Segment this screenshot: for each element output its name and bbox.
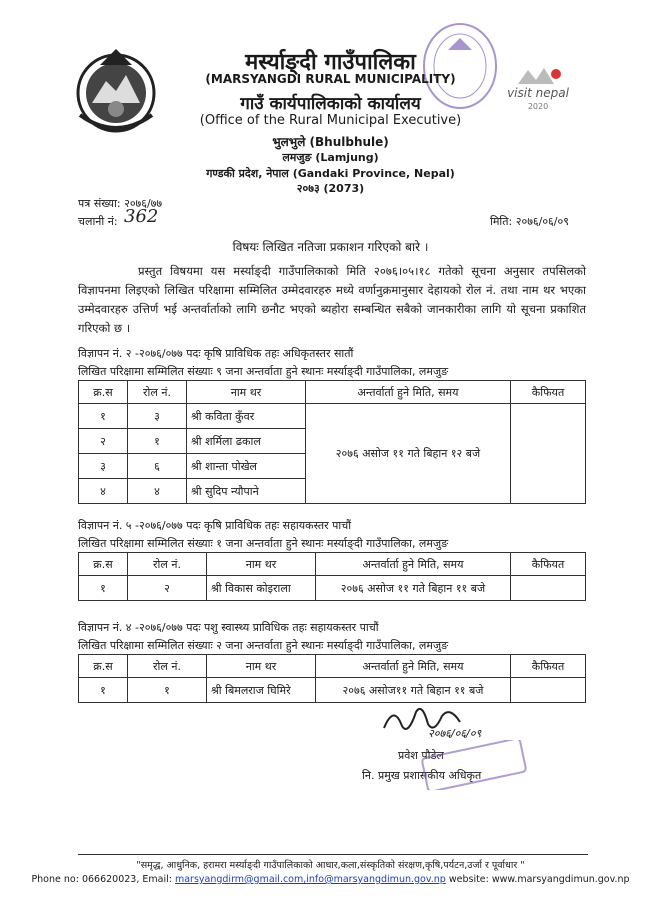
footer-slogan: "समृद्ध, आधुनिक, हरामरा मर्स्याङ्दी गाउँपालिकाको आधार,कला,संस्कृतिको संरक्षण,कृषि,पर्यटन,उर्जा र पूर्वाधार " [136,860,525,871]
table-row [79,678,586,703]
cell-sn: ३ [79,454,128,479]
section-1-subheader: लिखित परिक्षामा सम्मिलित संख्याः ९ जना अन्तर्वाता हुने स्थानः मर्स्याङ्दी गाउँपालिका, लमजुङ [78,365,449,378]
col-sn: क्र.स [79,655,128,678]
cell-roll: १ [128,429,187,454]
cell-roll: १ [128,678,207,703]
cell-roll: ४ [128,479,187,504]
col-remarks: कैफियत [511,655,586,678]
cell-sn: १ [79,678,128,703]
section-2-subheader: लिखित परिक्षामा सम्मिलित संख्याः १ जना अन्तर्वाता हुने स्थानः मर्स्याङ्दी गाउँपालिका, लमजुङ [78,537,449,550]
cell-remarks [511,678,586,703]
footer-website-link[interactable]: www.marsyangdimun.gov.np [491,874,630,885]
cell-name: श्री कविता कुँवर [187,404,306,429]
col-interview: अन्तर्वार्ता हुने मिति, समय [316,553,511,576]
cell-name: श्री शर्मिला ढकाल [187,429,306,454]
cell-name: श्री सुदिप न्यौपाने [187,479,306,504]
visit-nepal-year: 2020 [527,102,549,111]
footer-emails-link[interactable]: marsyangdirm@gmail.com,info@marsyangdimun.gov.np [174,874,446,885]
col-name: नाम थर [187,381,306,404]
col-remarks: कैफियत [511,381,586,404]
cell-remarks [511,404,586,504]
section-2-header: विज्ञापन नं. ५ -२०७६/०७७ पदः कृषि प्राविधिक तहः सहायकस्तर पाचौं [78,519,352,532]
cell-name: श्री बिमलराज घिमिरे [207,678,316,703]
cell-interview: २०७६ असोज ११ गते बिहान ११ बजे [316,576,511,601]
footer-phone: Phone no: 066620023, Email: [31,874,172,885]
municipality-name-en: (MARSYANGDI RURAL MUNICIPALITY) [205,72,456,86]
footer-website-label: website: [448,874,489,885]
table-header-row [79,381,586,404]
section-3-subheader: लिखित परिक्षामा सम्मिलित संख्याः २ जना अन्तर्वाता हुने स्थानः मर्स्याङ्दी गाउँपालिका, लमजुङ [78,639,449,652]
visit-nepal-text: visit nepal [507,86,569,100]
cell-sn: ४ [79,479,128,504]
section-2-table [78,552,586,601]
municipality-name-np: मर्स्याङ्दी गाउँपालिका [245,50,416,75]
col-roll: रोल नं. [128,655,207,678]
col-name: नाम थर [207,553,316,576]
cell-roll: ६ [128,454,187,479]
cell-roll: २ [128,576,207,601]
body-paragraph: प्रस्तुत विषयमा यस मर्स्याङ्दी गाउँपालिकाको मिति २०७६।०५।१८ गतेको सूचना अनुसार तपसिलको विज्ञापनमा लिइएको लिखित परिक्षामा सम्मिलित उम्मेदवारहरु मध्ये वर्णानुक्रमानुसार देहायको रोल नं. तथा नाम थर भएका उम्मेदवारहरु उत्तिर्ण भई अन्तर्वार्ताको लागि छनौट भएको ब्यहोरा सम्बन्धित सबैको जानकारीका लागि यो सूचना प्रकाशित गरिएको छ । [78,264,586,335]
signature-stamp-icon [420,740,530,790]
footer-divider [78,854,588,855]
subject-line: विषयः लिखित नतिजा प्रकाशन गरिएको बारे । [232,240,429,254]
table-header-row [79,655,586,678]
col-roll: रोल नं. [128,553,207,576]
signatory-name: प्रवेश पौडेल [398,749,444,762]
letter-date: मिति: २०७६/०६/०९ [490,215,569,228]
col-remarks: कैफियत [511,553,586,576]
district-name: लमजुङ (Lamjung) [282,151,379,164]
patra-sankhya: पत्र संख्या: २०७६/७७ [78,197,163,210]
footer-contact [0,874,661,885]
cell-remarks [511,576,586,601]
signatory-title: नि. प्रमुख प्रशासकीय अधिकृत [362,769,482,782]
office-name-en: (Office of the Rural Municipal Executive) [199,113,462,128]
cell-sn: २ [79,429,128,454]
place-name: भुलभुले (Bhulbhule) [272,135,389,149]
table-header-row [79,553,586,576]
cell-interview: २०७६ असोज ११ गते बिहान १२ बजे [306,404,511,504]
col-sn: क्र.स [79,381,128,404]
table-row [79,576,586,601]
col-sn: क्र.स [79,553,128,576]
signature-date: २०७६/०६/०९ [428,727,482,740]
col-interview: अन्तर्वार्ता हुने मिति, समय [306,381,511,404]
section-3-table [78,654,586,703]
col-roll: रोल नं. [128,381,187,404]
section-1-header: विज्ञापन नं. २ -२०७६/०७७ पदः कृषि प्राविधिक तहः अधिकृतस्तर सातौं [78,347,354,360]
cell-interview: २०७६ असोज११ गते बिहान ११ बजे [316,678,511,703]
section-1-table [78,380,586,504]
established-year: २०७३ (2073) [296,182,365,195]
chalani-number: 362 [124,206,159,227]
cell-sn: १ [79,576,128,601]
office-name-np: गाउँ कार्यपालिकाको कार्यालय [240,94,421,114]
table-row [79,404,586,429]
cell-roll: ३ [128,404,187,429]
cell-sn: १ [79,404,128,429]
chalani-label: चलानी नं: [78,215,118,228]
cell-name: श्री शान्ता पोखेल [187,454,306,479]
cell-name: श्री विकास कोइराला [207,576,316,601]
section-3-header: विज्ञापन नं. ४ -२०७६/०७७ पदः पशु स्वास्थ्य प्राविधिक तहः सहायकस्तर पाचौं [78,621,379,634]
province-name: गण्डकी प्रदेश, नेपाल (Gandaki Province, Nepal) [206,167,455,180]
col-name: नाम थर [207,655,316,678]
col-interview: अन्तर्वार्ता हुने मिति, समय [316,655,511,678]
